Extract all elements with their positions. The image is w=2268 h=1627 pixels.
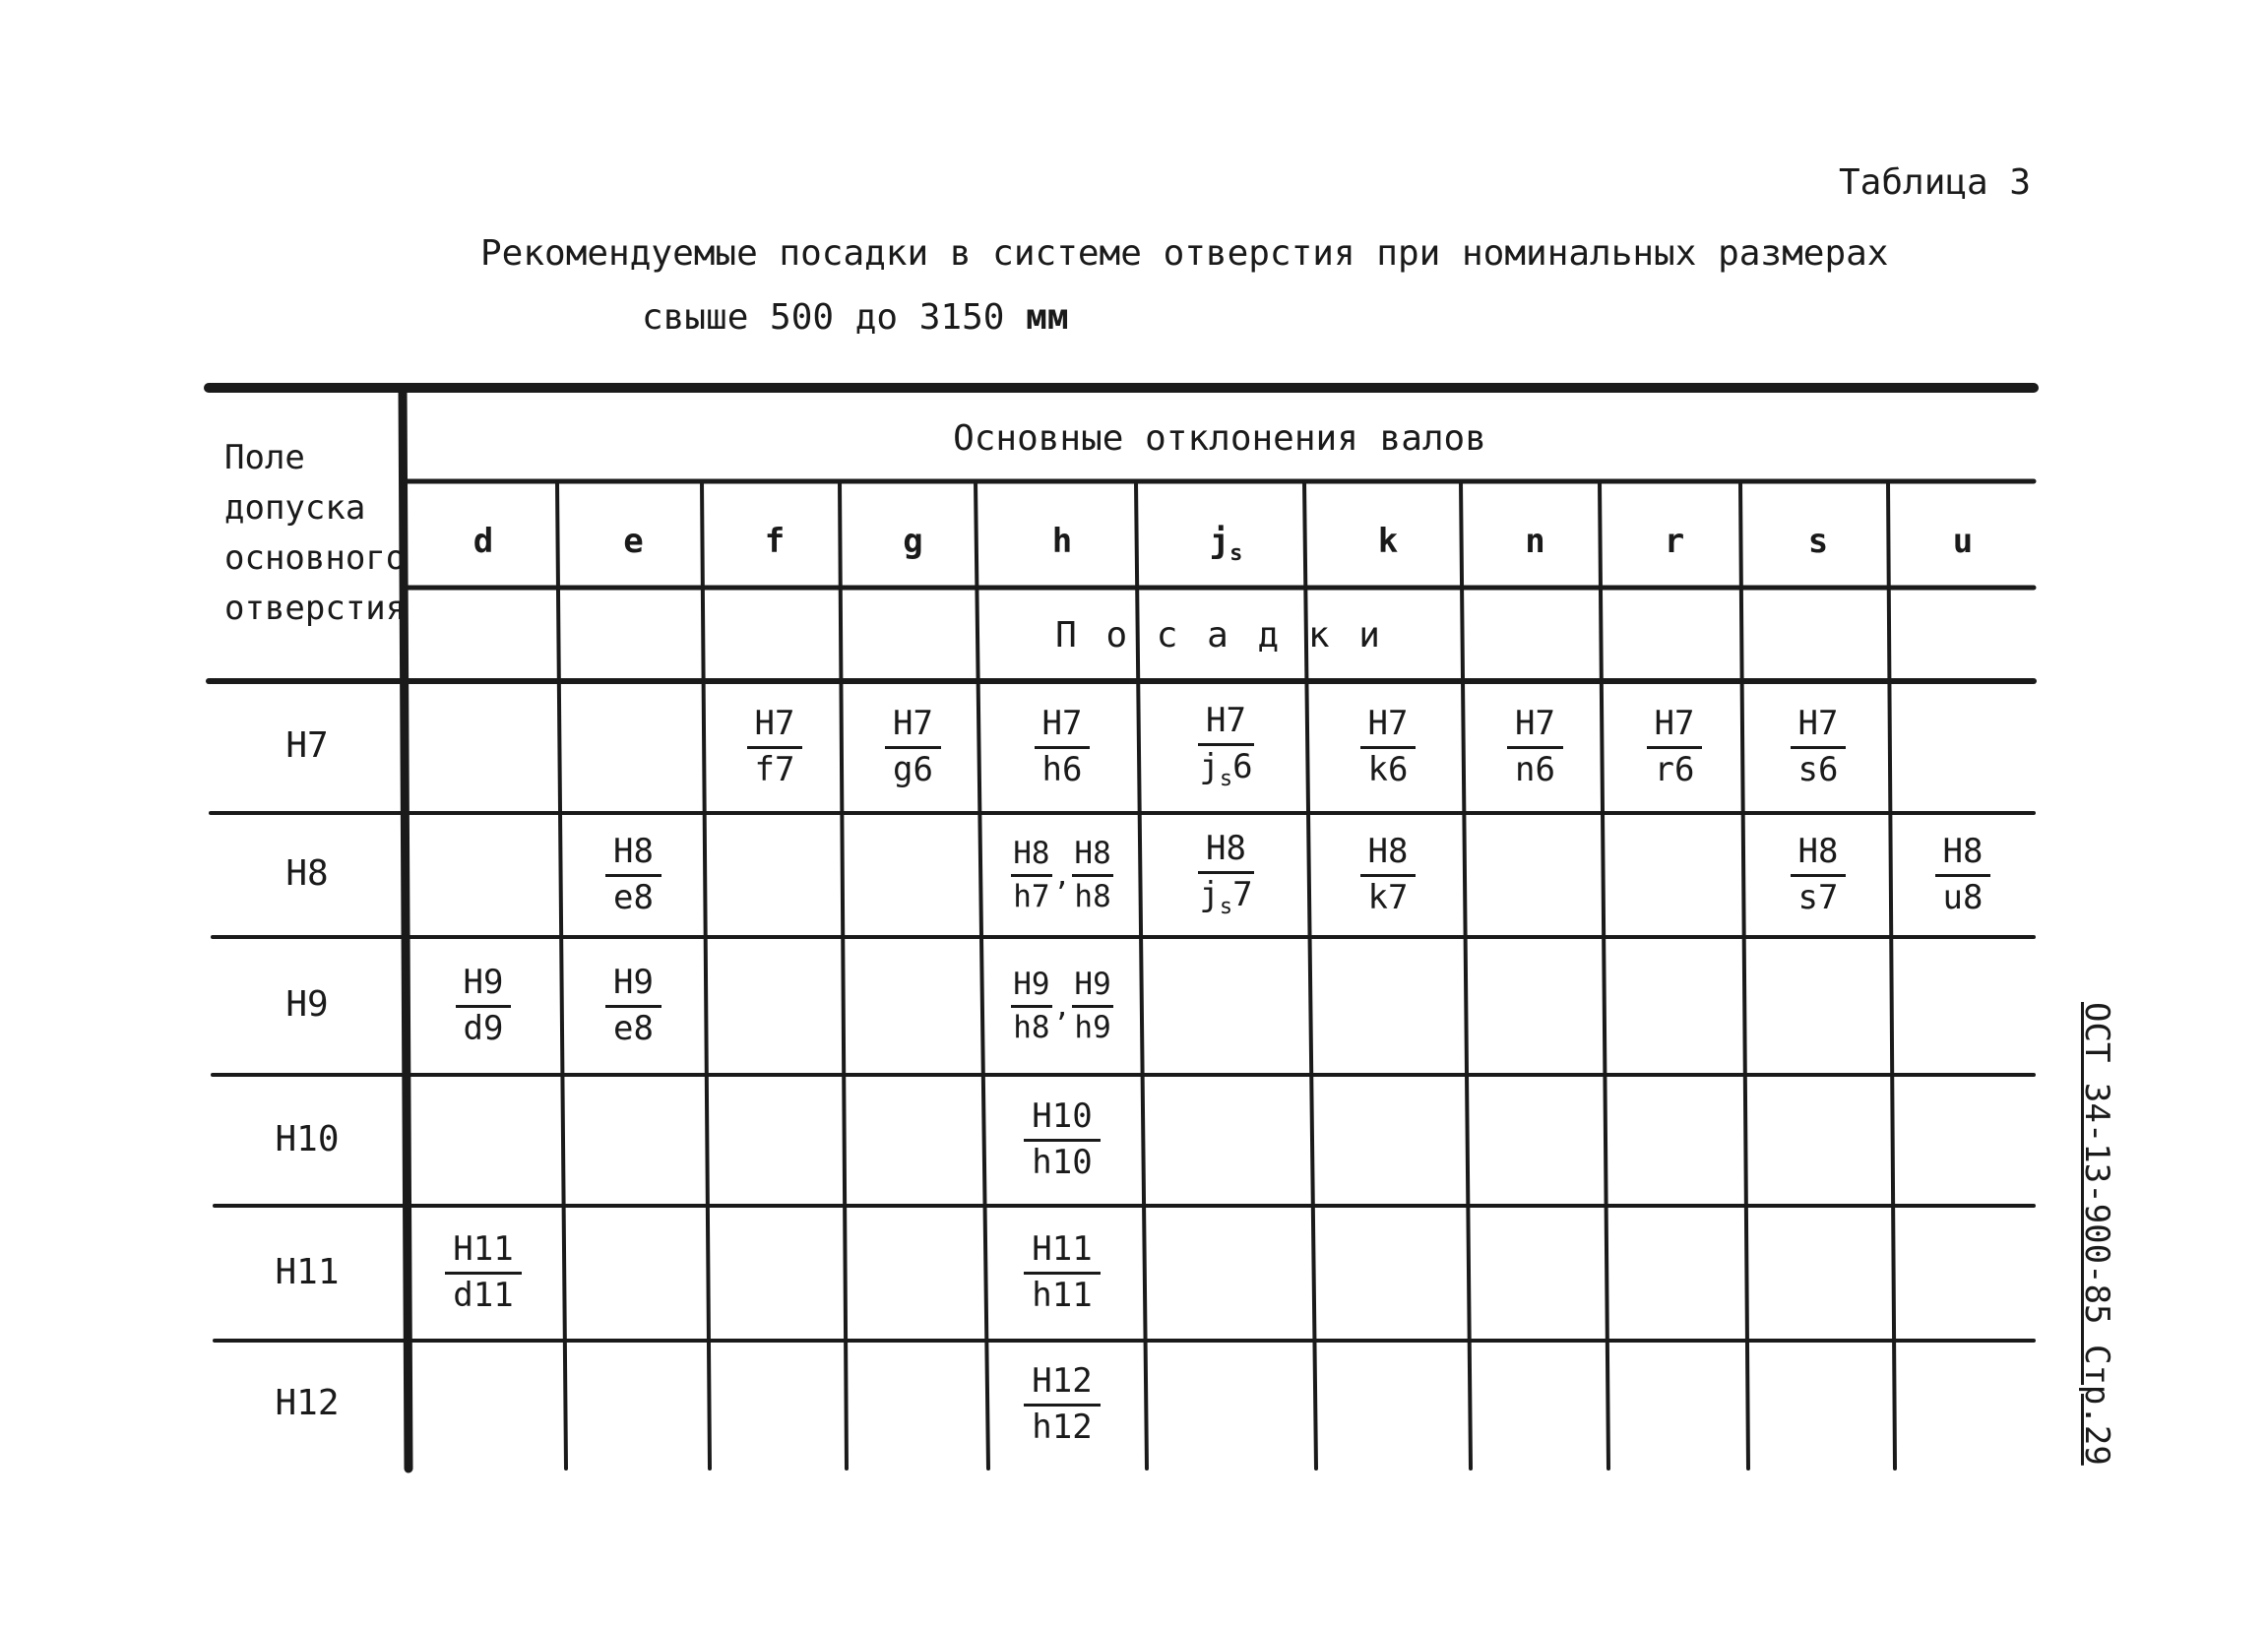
fit-shaft-field: s6 xyxy=(1797,749,1839,789)
fit-shaft-field: u8 xyxy=(1942,877,1984,917)
fit-hole-field: H8 xyxy=(1791,835,1847,877)
column-header-js: $j_s$ xyxy=(1209,522,1243,566)
fit-cell-h10-h xyxy=(982,1097,1142,1184)
fit-shaft-field: h6 xyxy=(1041,749,1083,789)
fit-cell-h7-js xyxy=(1142,701,1310,791)
fit-hole-field: H7 xyxy=(1791,707,1847,749)
fit-cell-h9-d xyxy=(406,963,561,1049)
fit-hole-field: H8 xyxy=(1072,838,1112,877)
fit-shaft-field: h11 xyxy=(1032,1276,1093,1315)
fit-fraction xyxy=(605,831,662,917)
column-header-u: u xyxy=(1952,522,1974,561)
fit-cell-h8-h xyxy=(982,832,1142,918)
title-range: свыше 500 до 3150 xyxy=(642,297,1027,338)
table-title-line-1: Рекомендуемые посадки в системе отверстия при номинальных размерах xyxy=(480,233,1889,274)
fit-hole-field: H7 xyxy=(885,707,941,749)
fit-cell-h8-e xyxy=(561,832,706,918)
column-header-k: k xyxy=(1377,522,1399,561)
fit-hole-field: H7 xyxy=(747,707,803,749)
fit-cell-h7-f xyxy=(706,704,844,790)
fit-fraction xyxy=(1935,831,1991,917)
fit-hole-field: H8 xyxy=(1360,835,1417,877)
table-number: Таблица 3 xyxy=(1839,162,2032,203)
fit-fraction xyxy=(1198,829,1254,919)
fit-fraction xyxy=(1647,703,1703,789)
fit-cell-h11-d xyxy=(406,1230,561,1317)
fit-fraction xyxy=(1198,701,1254,791)
column-header-f: f xyxy=(764,522,786,561)
fit-hole-field: H9 xyxy=(1011,969,1051,1008)
fit-fraction xyxy=(1072,966,1112,1045)
fit-cell-h11-h xyxy=(982,1230,1142,1317)
fit-hole-field: H9 xyxy=(605,966,662,1008)
fit-cell-h8-k xyxy=(1310,832,1466,918)
column-header-g: g xyxy=(903,522,923,561)
fit-fraction xyxy=(445,1229,521,1315)
fit-cell-h8-js xyxy=(1142,829,1310,919)
fit-hole-field: H9 xyxy=(1072,969,1112,1008)
column-header-r: r xyxy=(1664,522,1685,561)
fit-fraction xyxy=(1035,703,1091,789)
fit-fraction xyxy=(1360,703,1417,789)
fit-cell-h7-r xyxy=(1605,704,1744,790)
fit-hole-field: H7 xyxy=(1198,704,1254,746)
corner-line: Поле xyxy=(224,438,305,477)
row-header-h8: H8 xyxy=(285,853,329,894)
fit-cell-h9-h xyxy=(982,963,1142,1049)
fit-hole-field: H8 xyxy=(1011,838,1051,877)
row-header-h9: H9 xyxy=(285,984,329,1025)
fit-fraction xyxy=(1011,835,1051,914)
fit-fraction xyxy=(1072,835,1112,914)
fit-shaft-field: e8 xyxy=(613,877,654,917)
fit-shaft-field: s7 xyxy=(1797,877,1839,917)
corner-header xyxy=(224,433,406,634)
fit-hole-field: H12 xyxy=(1024,1364,1100,1407)
fit-fraction xyxy=(456,962,512,1048)
fit-fraction xyxy=(1791,831,1847,917)
fit-shaft-field: $j_s7$ xyxy=(1199,874,1253,919)
fit-hole-field: H7 xyxy=(1647,707,1703,749)
fit-fraction xyxy=(605,962,662,1048)
fit-fraction xyxy=(1791,703,1847,789)
group-header: Основные отклонения валов xyxy=(953,418,1486,459)
fit-shaft-field: e8 xyxy=(613,1008,654,1048)
fit-fraction xyxy=(1360,831,1417,917)
fit-fraction xyxy=(1024,1360,1100,1447)
fit-shaft-field: h10 xyxy=(1032,1143,1093,1182)
fit-shaft-field: f7 xyxy=(754,749,795,789)
fit-hole-field: H11 xyxy=(1024,1232,1100,1275)
fit-fraction xyxy=(1011,966,1051,1045)
row-header-h12: H12 xyxy=(275,1383,340,1423)
fit-fraction xyxy=(1024,1096,1100,1182)
title-unit: мм xyxy=(1026,297,1069,338)
fit-hole-field: H7 xyxy=(1035,707,1091,749)
fit-shaft-field: h8 xyxy=(1074,878,1111,914)
fit-hole-field: H11 xyxy=(445,1232,521,1275)
fit-hole-field: H8 xyxy=(1935,835,1991,877)
column-header-n: n xyxy=(1525,522,1545,561)
fit-hole-field: H9 xyxy=(456,966,512,1008)
fit-shaft-field: k6 xyxy=(1367,749,1409,789)
fits-header: П о с а д к и xyxy=(1055,615,1384,656)
fit-shaft-field: h8 xyxy=(1013,1009,1050,1045)
fit-cell-h9-e xyxy=(561,963,706,1049)
fit-shaft-field: d11 xyxy=(453,1276,514,1315)
column-header-d: d xyxy=(472,522,494,561)
fit-cell-h7-s xyxy=(1744,704,1892,790)
fit-separator: , xyxy=(1053,989,1071,1023)
column-header-h: h xyxy=(1051,522,1073,561)
fit-fraction xyxy=(1507,703,1563,789)
fit-cell-h12-h xyxy=(982,1361,1142,1448)
row-header-h10: H10 xyxy=(275,1118,340,1159)
fit-separator: , xyxy=(1053,858,1071,892)
row-header-h7: H7 xyxy=(285,725,329,766)
fit-cell-h7-n xyxy=(1466,704,1605,790)
fit-shaft-field: h7 xyxy=(1013,878,1050,914)
fit-shaft-field: $j_s6$ xyxy=(1199,746,1253,791)
fit-shaft-field: n6 xyxy=(1515,749,1555,789)
fit-shaft-field: g6 xyxy=(893,749,933,789)
fit-fraction xyxy=(1024,1229,1100,1315)
fit-hole-field: H8 xyxy=(605,835,662,877)
row-header-h11: H11 xyxy=(275,1251,340,1292)
fit-cell-h7-g xyxy=(844,704,982,790)
column-header-s: s xyxy=(1807,522,1829,561)
fit-shaft-field: h9 xyxy=(1074,1009,1111,1045)
document-code: ОСТ 34-13-900-85 Стр.29 xyxy=(2077,1002,2116,1466)
fit-hole-field: H7 xyxy=(1507,707,1563,749)
corner-line: отверстия xyxy=(224,589,407,628)
fit-hole-field: H8 xyxy=(1198,832,1254,874)
fit-shaft-field: d9 xyxy=(463,1008,504,1048)
fit-hole-field: H7 xyxy=(1360,707,1417,749)
fit-shaft-field: h12 xyxy=(1032,1407,1093,1447)
fit-cell-h8-s xyxy=(1744,832,1892,918)
fit-shaft-field: k7 xyxy=(1367,877,1409,917)
fit-fraction xyxy=(747,703,803,789)
corner-line: допуска xyxy=(224,488,366,528)
fit-hole-field: H10 xyxy=(1024,1099,1100,1142)
fit-fraction xyxy=(885,703,941,789)
fit-shaft-field: r6 xyxy=(1654,749,1695,789)
column-header-e: e xyxy=(623,522,644,561)
corner-line: основного xyxy=(224,538,407,578)
fit-cell-h8-u xyxy=(1892,832,2034,918)
fit-cell-h7-h xyxy=(982,704,1142,790)
fit-cell-h7-k xyxy=(1310,704,1466,790)
